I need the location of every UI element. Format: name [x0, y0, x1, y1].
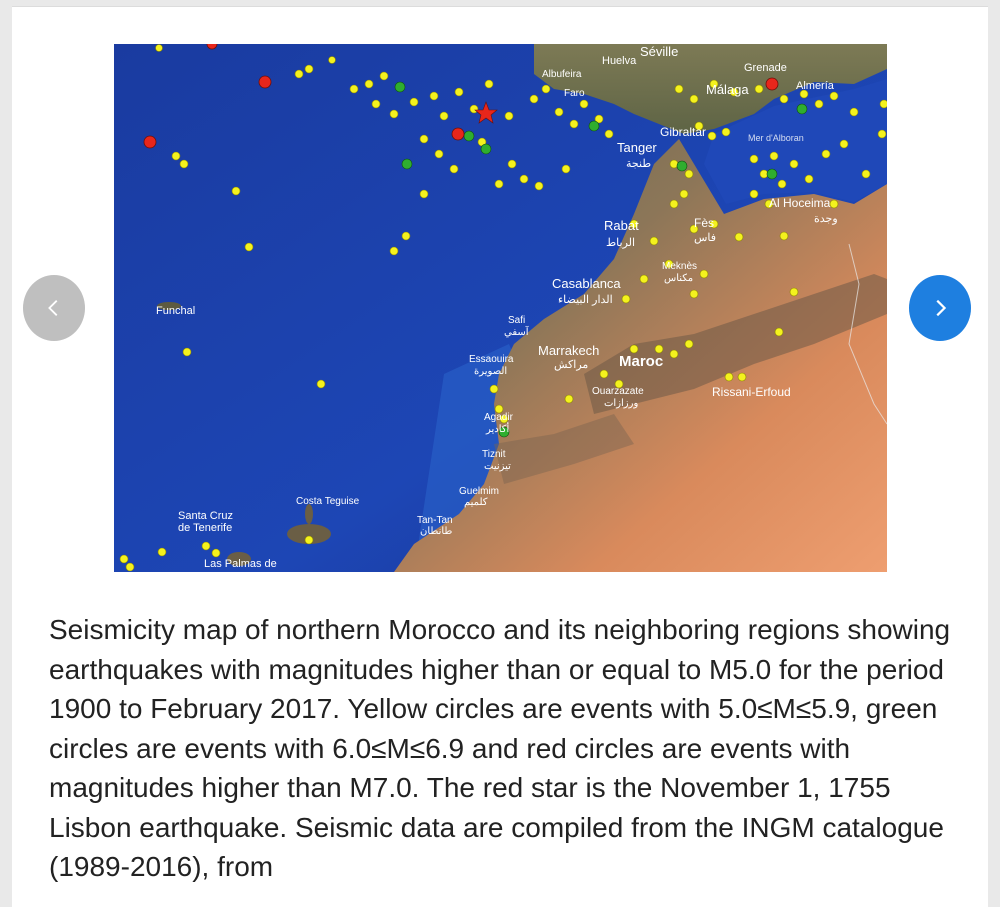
quake-point — [605, 130, 613, 138]
label-rabat-ar: الرباط — [606, 237, 636, 249]
label-mer-alboran: Mer d'Alboran — [748, 133, 804, 143]
quake-point — [495, 180, 503, 188]
quake-point — [680, 190, 688, 198]
quake-point — [317, 380, 325, 388]
quake-point — [305, 65, 313, 73]
quake-point — [690, 95, 698, 103]
label-las-palmas: Las Palmas de — [204, 558, 277, 570]
next-image-button[interactable] — [909, 275, 971, 341]
label-al-hoceima: Al Hoceima — [769, 196, 831, 210]
label-costa-teguise: Costa Teguise — [296, 496, 360, 507]
label-casablanca: Casablanca — [552, 276, 621, 291]
quake-point — [380, 72, 388, 80]
quake-point — [144, 136, 156, 148]
previous-image-button[interactable] — [23, 275, 85, 341]
quake-point — [600, 370, 608, 378]
quake-point — [685, 340, 693, 348]
label-rabat: Rabat — [604, 218, 639, 233]
label-almeria: Almería — [796, 80, 834, 92]
quake-point — [790, 288, 798, 296]
quake-point — [755, 85, 763, 93]
quake-point — [805, 175, 813, 183]
quake-point — [126, 563, 134, 571]
quake-point — [880, 100, 887, 108]
quake-point — [452, 128, 464, 140]
quake-point — [780, 232, 788, 240]
quake-point — [402, 159, 412, 169]
quake-point — [677, 161, 687, 171]
quake-point — [735, 233, 743, 241]
quake-point — [565, 395, 573, 403]
quake-point — [490, 385, 498, 393]
quake-point — [435, 150, 443, 158]
quake-point — [390, 247, 398, 255]
quake-point — [372, 100, 380, 108]
quake-point — [202, 542, 210, 550]
label-agadir: Agadir — [484, 412, 513, 423]
quake-point — [750, 155, 758, 163]
label-ouarzazate-ar: ورزازات — [604, 398, 639, 409]
map-svg — [114, 44, 887, 572]
quake-point — [555, 108, 563, 116]
quake-point — [530, 95, 538, 103]
quake-point — [862, 170, 870, 178]
label-santa-cruz-2: de Tenerife — [178, 522, 233, 534]
label-santa-cruz-1: Santa Cruz — [178, 510, 234, 522]
label-essaouira: Essaouira — [469, 354, 514, 365]
label-funchal: Funchal — [156, 305, 196, 317]
figure-caption: Seismicity map of northern Morocco and its neighboring regions showing earthquakes with magnitudes higher than or equal to M5.0 for the period 1900 to February 2017. Yellow circles are events with 5.0≤M≤5.9, green circles are events with 6.0≤M≤6.9 and red circles are events with magnitudes higher than M7.0. The red star is the November 1, 1755 Lisbon earthquake. Seismic data are compiled from the INGM catalogue (1989-2016), from — [49, 614, 951, 882]
quake-point — [822, 150, 830, 158]
quake-point — [542, 85, 550, 93]
quake-point — [180, 160, 188, 168]
quake-point — [640, 275, 648, 283]
quake-point — [329, 57, 336, 64]
label-tan-tan-ar: طانطان — [420, 526, 453, 537]
quake-point — [655, 345, 663, 353]
quake-point — [505, 112, 513, 120]
quake-point — [450, 165, 458, 173]
quake-point — [156, 45, 163, 52]
quake-point — [630, 345, 638, 353]
label-faro: Faro — [564, 88, 585, 99]
label-rissani-erfoud: Rissani-Erfoud — [712, 385, 791, 399]
quake-point — [365, 80, 373, 88]
quake-point — [420, 135, 428, 143]
quake-point — [410, 98, 418, 106]
quake-point — [766, 78, 778, 90]
quake-point — [430, 92, 438, 100]
quake-point — [670, 350, 678, 358]
chevron-right-icon — [929, 297, 951, 319]
quake-point — [738, 373, 746, 381]
seismicity-map — [114, 44, 887, 572]
quake-point — [440, 112, 448, 120]
quake-point — [708, 132, 716, 140]
label-marrakech-ar: مراكش — [554, 359, 589, 371]
label-agadir-ar: أكادير — [486, 424, 510, 435]
quake-point — [580, 100, 588, 108]
quake-point — [589, 121, 599, 131]
quake-point — [850, 108, 858, 116]
quake-point — [778, 180, 786, 188]
label-casablanca-ar: الدار البيضاء — [558, 294, 613, 306]
label-safi: Safi — [508, 315, 526, 326]
quake-point — [570, 120, 578, 128]
quake-point — [120, 555, 128, 563]
quake-point — [395, 82, 405, 92]
label-guelmim: Guelmim — [459, 486, 500, 497]
quake-point — [690, 290, 698, 298]
label-albufeira: Albufeira — [542, 69, 582, 80]
label-tanger: Tanger — [617, 140, 657, 155]
label-safi-ar: آسفي — [504, 327, 529, 338]
quake-point — [172, 152, 180, 160]
quake-point — [797, 104, 807, 114]
quake-point — [305, 536, 313, 544]
quake-point — [485, 80, 493, 88]
quake-point — [420, 190, 428, 198]
label-maroc: Maroc — [619, 353, 664, 370]
label-malaga: Málaga — [706, 82, 749, 97]
quake-point — [775, 328, 783, 336]
quake-point — [212, 549, 220, 557]
quake-point — [455, 88, 463, 96]
quake-point — [685, 170, 693, 178]
quake-point — [830, 200, 838, 208]
quake-point — [700, 270, 708, 278]
label-fes: Fès — [694, 216, 715, 230]
quake-point — [183, 348, 191, 356]
label-tanger-ar: طنجة — [626, 158, 652, 170]
label-ouarzazate: Ouarzazate — [592, 386, 644, 397]
quake-point — [670, 200, 678, 208]
quake-point — [562, 165, 570, 173]
label-grenade: Grenade — [744, 62, 787, 74]
label-oujda-ar: وجدة — [814, 213, 838, 225]
quake-point — [780, 95, 788, 103]
quake-point — [815, 100, 823, 108]
label-gibraltar: Gibraltar — [660, 125, 707, 139]
quake-point — [878, 130, 886, 138]
quake-point — [675, 85, 683, 93]
quake-point — [750, 190, 758, 198]
label-tiznit: Tiznit — [482, 449, 506, 460]
quake-point — [402, 232, 410, 240]
label-tiznit-ar: تيزنيت — [484, 461, 511, 472]
label-meknes: Meknès — [662, 261, 698, 272]
quake-point — [464, 131, 474, 141]
label-tan-tan: Tan-Tan — [417, 515, 453, 526]
label-guelmim-ar: كلميم — [464, 497, 488, 508]
label-seville: Séville — [640, 44, 679, 59]
label-huelva: Huelva — [602, 55, 637, 67]
quake-point — [725, 373, 733, 381]
quake-point — [650, 237, 658, 245]
quake-point — [790, 160, 798, 168]
label-essaouira-ar: الصويرة — [474, 366, 508, 377]
quake-point — [535, 182, 543, 190]
quake-point — [830, 92, 838, 100]
quake-point — [508, 160, 516, 168]
quake-point — [295, 70, 303, 78]
quake-point — [770, 152, 778, 160]
quake-point — [350, 85, 358, 93]
label-marrakech: Marrakech — [538, 343, 600, 358]
label-meknes-ar: مكناس — [664, 273, 694, 284]
quake-point — [520, 175, 528, 183]
quake-point — [232, 187, 240, 195]
quake-point — [158, 548, 166, 556]
quake-point — [767, 169, 777, 179]
quake-point — [622, 295, 630, 303]
label-fes-ar: فاس — [694, 232, 717, 244]
quake-point — [722, 128, 730, 136]
lanzarote-island — [305, 504, 313, 524]
quake-point — [840, 140, 848, 148]
chevron-left-icon — [43, 297, 65, 319]
quake-point — [259, 76, 271, 88]
quake-point — [481, 144, 491, 154]
quake-point — [245, 243, 253, 251]
quake-point — [390, 110, 398, 118]
